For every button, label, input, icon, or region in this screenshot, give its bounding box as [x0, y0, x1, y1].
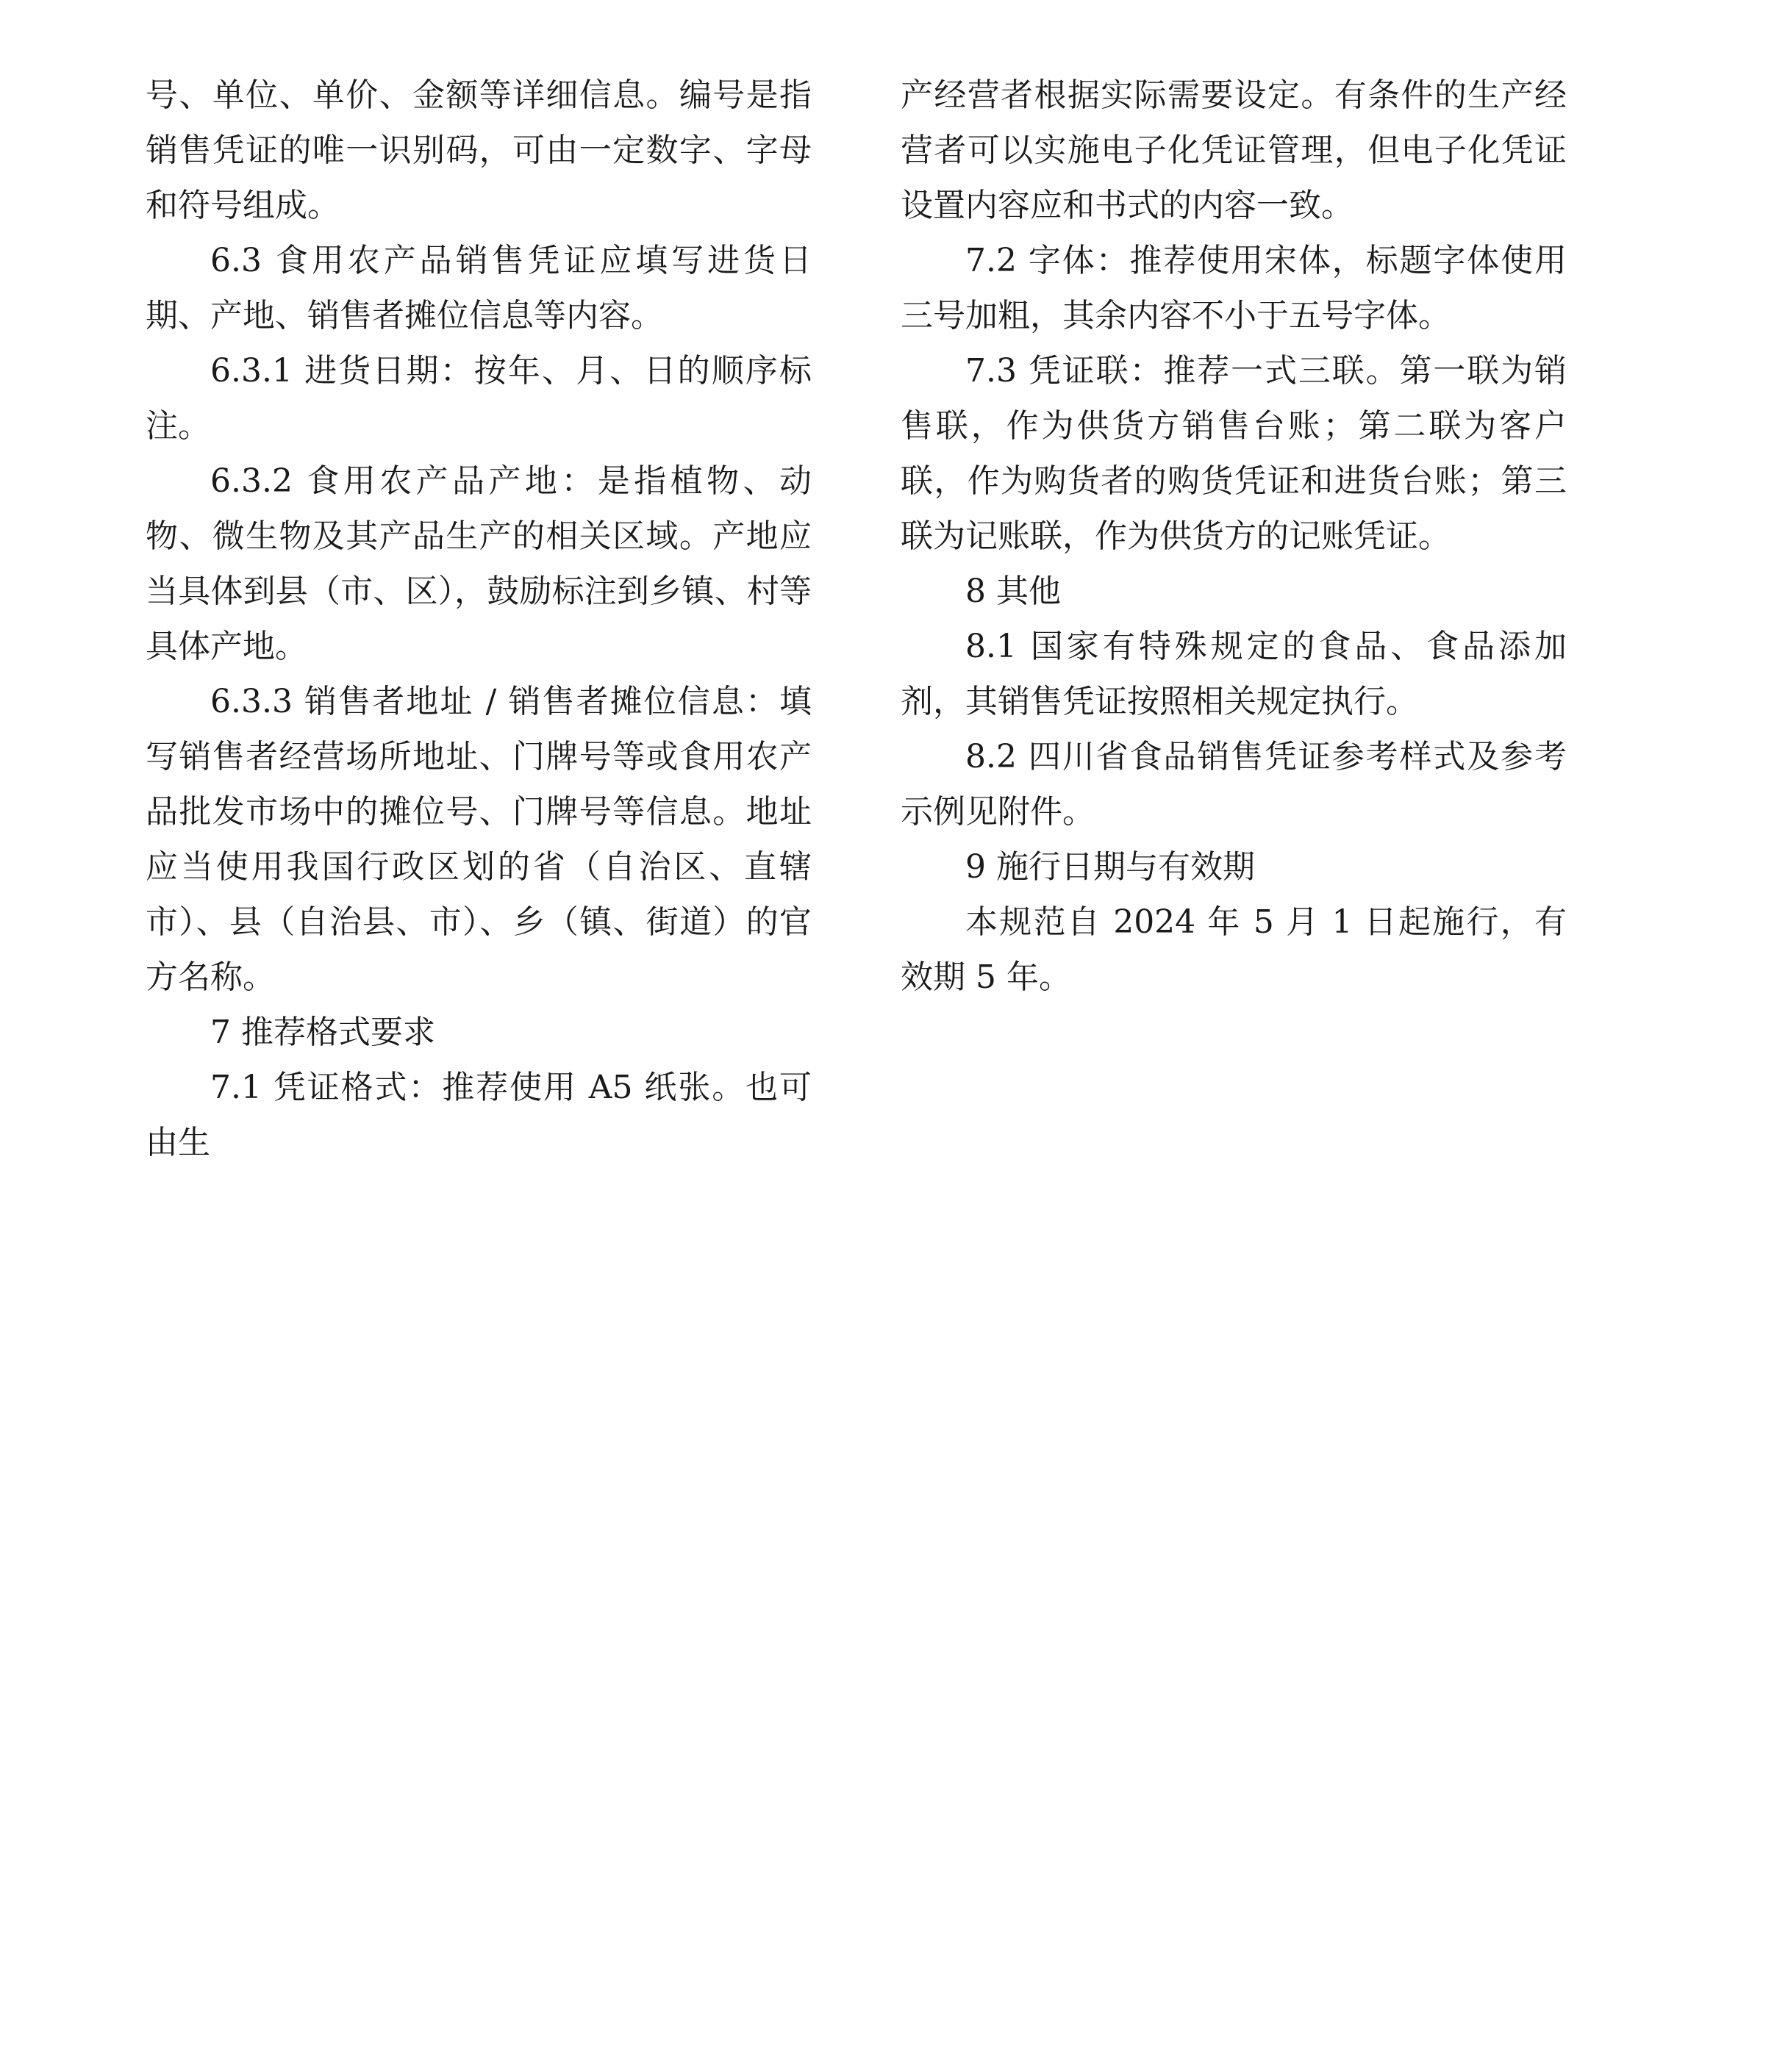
paragraph-8-2: 8.2 四川省食品销售凭证参考样式及参考示例见附件。 [901, 738, 1567, 831]
section-heading-9: 9 施行日期与有效期 [965, 848, 1255, 886]
paragraph-7-3: 7.3 凭证联：推荐一式三联。第一联为销售联，作为供货方销售台账；第二联为客户联，作为购货者的购货凭证和进货台账；第三联为记账联，作为供货方的记账凭证。 [901, 352, 1567, 555]
left-column [146, 68, 812, 1170]
paragraph-9: 本规范自 2024 年 5 月 1 日起施行，有效期 5 年。 [901, 903, 1567, 996]
paragraph-8-1: 8.1 国家有特殊规定的食品、食品添加剂，其销售凭证按照相关规定执行。 [901, 628, 1567, 720]
paragraph-6-3-3: 6.3.3 销售者地址 / 销售者摊位信息：填写销售者经营场所地址、门牌号等或食用农产品批发市场中的摊位号、门牌号等信息。地址应当使用我国行政区划的省（自治区、直辖市）、县（自治县、市）、乡（镇、街道）的官方名称。 [146, 683, 812, 996]
paragraph-continuation-7-1: 产经营者根据实际需要设定。有条件的生产经营者可以实施电子化凭证管理，但电子化凭证设置内容应和书式的内容一致。 [901, 76, 1567, 224]
paragraph-6-3-1: 6.3.1 进货日期：按年、月、日的顺序标注。 [146, 352, 812, 445]
right-column [901, 68, 1567, 1005]
paragraph-continuation: 号、单位、单价、金额等详细信息。编号是指销售凭证的唯一识别码，可由一定数字、字母和符号组成。 [146, 76, 812, 224]
paragraph-6-3-2: 6.3.2 食用农产品产地：是指植物、动物、微生物及其产品生产的相关区域。产地应当具体到县（市、区），鼓励标注到乡镇、村等具体产地。 [146, 462, 812, 665]
section-heading-7: 7 推荐格式要求 [210, 1014, 435, 1051]
paragraph-7-1: 7.1 凭证格式：推荐使用 A5 纸张。也可由生 [146, 1069, 812, 1161]
paragraph-6-3: 6.3 食用农产品销售凭证应填写进货日期、产地、销售者摊位信息等内容。 [146, 242, 812, 334]
section-heading-8: 8 其他 [965, 573, 1061, 610]
paragraph-7-2: 7.2 字体：推荐使用宋体，标题字体使用三号加粗，其余内容不小于五号字体。 [901, 242, 1567, 334]
